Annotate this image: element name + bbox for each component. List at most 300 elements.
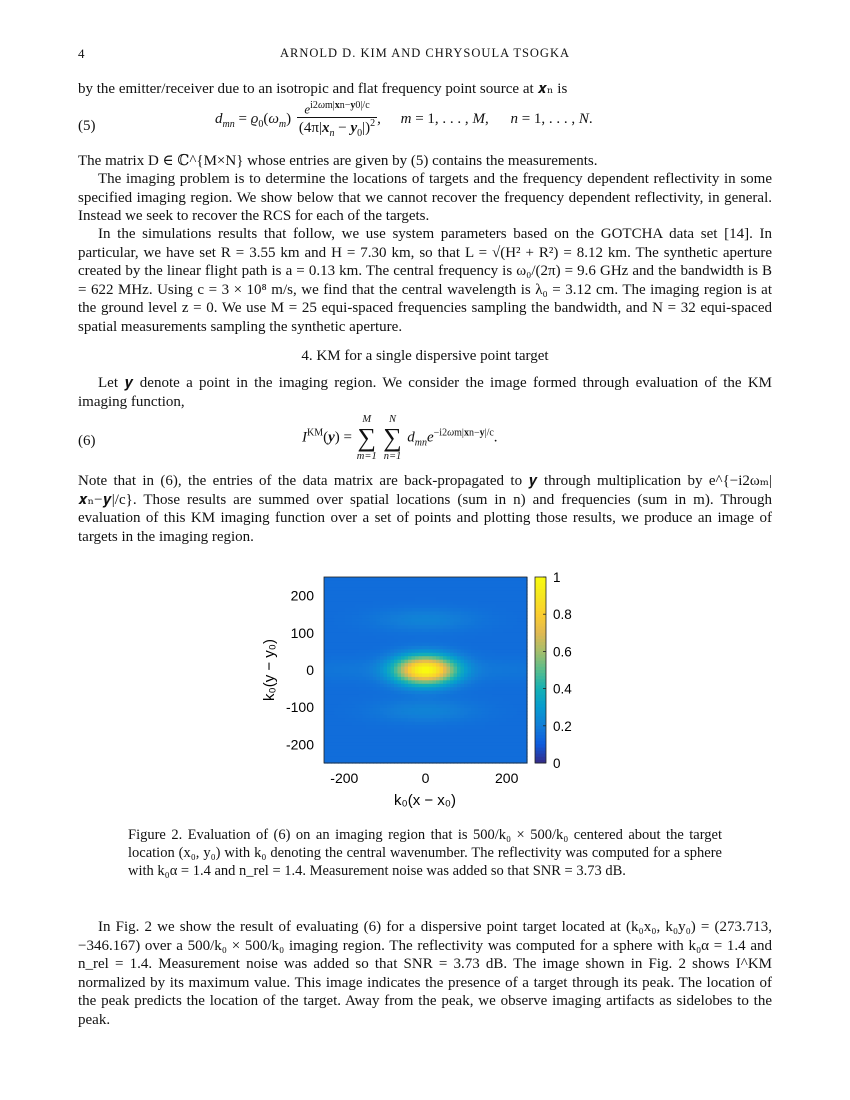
heatmap-cell (443, 756, 447, 760)
heatmap-cell (447, 625, 451, 629)
heatmap-cell (408, 577, 412, 581)
heatmap-cell (433, 673, 437, 677)
heatmap-cell (440, 722, 444, 726)
heatmap-cell (426, 584, 430, 588)
heatmap-cell (366, 694, 370, 698)
heatmap-cell (471, 677, 475, 681)
heatmap-cell (440, 656, 444, 660)
heatmap-cell (468, 677, 472, 681)
heatmap-cell (429, 687, 433, 691)
heatmap-cell (510, 753, 514, 757)
heatmap-cell (342, 580, 346, 584)
heatmap-cell (356, 722, 360, 726)
heatmap-cell (324, 632, 328, 636)
heatmap-cell (471, 646, 475, 650)
heatmap-cell (443, 663, 447, 667)
heatmap-cell (482, 618, 486, 622)
heatmap-cell (335, 605, 339, 609)
heatmap-cell (429, 749, 433, 753)
heatmap-cell (338, 591, 342, 595)
figure-2-heatmap (240, 565, 620, 815)
heatmap-cell (520, 698, 524, 702)
heatmap-cell (398, 615, 402, 619)
heatmap-image (324, 577, 528, 764)
heatmap-cell (510, 756, 514, 760)
heatmap-cell (478, 629, 482, 633)
heatmap-cell (506, 749, 510, 753)
heatmap-cell (359, 725, 363, 729)
colorbar-segment (535, 692, 546, 696)
heatmap-cell (394, 704, 398, 708)
heatmap-cell (394, 701, 398, 705)
heatmap-cell (461, 725, 465, 729)
heatmap-cell (342, 722, 346, 726)
heatmap-cell (373, 660, 377, 664)
heatmap-cell (443, 608, 447, 612)
heatmap-cell (478, 722, 482, 726)
heatmap-cell (475, 670, 479, 674)
heatmap-cell (335, 649, 339, 653)
heatmap-cell (398, 694, 402, 698)
heatmap-cell (478, 725, 482, 729)
heatmap-cell (401, 749, 405, 753)
heatmap-cell (464, 698, 468, 702)
heatmap-cell (345, 698, 349, 702)
heatmap-cell (324, 608, 328, 612)
heatmap-cell (370, 629, 374, 633)
heatmap-cell (496, 584, 500, 588)
heatmap-cell (510, 680, 514, 684)
heatmap-cell (426, 753, 430, 757)
heatmap-cell (331, 698, 335, 702)
heatmap-cell (387, 580, 391, 584)
heatmap-cell (359, 756, 363, 760)
heatmap-cell (366, 670, 370, 674)
heatmap-cell (352, 584, 356, 588)
heatmap-cell (373, 618, 377, 622)
heatmap-cell (405, 701, 409, 705)
heatmap-cell (384, 649, 388, 653)
heatmap-cell (359, 746, 363, 750)
heatmap-cell (461, 636, 465, 640)
heatmap-cell (391, 625, 395, 629)
heatmap-cell (503, 591, 507, 595)
heatmap-cell (513, 753, 517, 757)
heatmap-cell (373, 694, 377, 698)
heatmap-cell (363, 608, 367, 612)
heatmap-cell (422, 660, 426, 664)
heatmap-cell (412, 611, 416, 615)
heatmap-cell (342, 715, 346, 719)
heatmap-cell (447, 601, 451, 605)
heatmap-cell (335, 729, 339, 733)
heatmap-cell (440, 749, 444, 753)
heatmap-cell (387, 618, 391, 622)
heatmap-cell (419, 722, 423, 726)
heatmap-cell (384, 663, 388, 667)
heatmap-cell (485, 580, 489, 584)
heatmap-cell (426, 611, 430, 615)
heatmap-cell (478, 673, 482, 677)
heatmap-cell (426, 732, 430, 736)
heatmap-cell (335, 625, 339, 629)
heatmap-cell (457, 746, 461, 750)
heatmap-cell (412, 656, 416, 660)
heatmap-cell (380, 663, 384, 667)
heatmap-cell (366, 711, 370, 715)
heatmap-cell (478, 749, 482, 753)
heatmap-cell (391, 680, 395, 684)
heatmap-cell (429, 642, 433, 646)
heatmap-cell (415, 711, 419, 715)
heatmap-cell (517, 711, 521, 715)
heatmap-cell (342, 587, 346, 591)
heatmap-cell (496, 594, 500, 598)
heatmap-cell (342, 739, 346, 743)
heatmap-cell (503, 653, 507, 657)
heatmap-cell (356, 677, 360, 681)
heatmap-cell (380, 698, 384, 702)
heatmap-cell (510, 739, 514, 743)
heatmap-cell (405, 680, 409, 684)
heatmap-cell (506, 618, 510, 622)
heatmap-cell (391, 753, 395, 757)
heatmap-cell (419, 615, 423, 619)
heatmap-cell (419, 618, 423, 622)
heatmap-cell (485, 708, 489, 712)
heatmap-cell (415, 756, 419, 760)
heatmap-cell (401, 739, 405, 743)
heatmap-cell (377, 649, 381, 653)
heatmap-cell (401, 718, 405, 722)
heatmap-cell (387, 729, 391, 733)
heatmap-cell (394, 608, 398, 612)
heatmap-cell (436, 732, 440, 736)
heatmap-cell (485, 722, 489, 726)
heatmap-cell (429, 704, 433, 708)
heatmap-cell (349, 598, 353, 602)
heatmap-cell (475, 625, 479, 629)
heatmap-cell (408, 742, 412, 746)
heatmap-cell (331, 670, 335, 674)
heatmap-cell (492, 636, 496, 640)
heatmap-cell (513, 598, 517, 602)
heatmap-cell (363, 639, 367, 643)
heatmap-cell (468, 673, 472, 677)
heatmap-cell (429, 625, 433, 629)
heatmap-cell (471, 725, 475, 729)
heatmap-cell (482, 673, 486, 677)
heatmap-cell (426, 598, 430, 602)
heatmap-cell (457, 611, 461, 615)
heatmap-cell (401, 663, 405, 667)
colorbar-segment (535, 577, 546, 581)
heatmap-cell (461, 756, 465, 760)
heatmap-cell (506, 622, 510, 626)
heatmap-cell (349, 701, 353, 705)
heatmap-cell (506, 642, 510, 646)
heatmap-cell (408, 605, 412, 609)
heatmap-cell (482, 601, 486, 605)
heatmap-cell (475, 601, 479, 605)
colorbar-segment (535, 586, 546, 590)
heatmap-cell (373, 646, 377, 650)
heatmap-cell (517, 691, 521, 695)
heatmap-cell (429, 729, 433, 733)
heatmap-cell (366, 749, 370, 753)
heatmap-cell (377, 656, 381, 660)
heatmap-cell (503, 667, 507, 671)
heatmap-cell (401, 642, 405, 646)
colorbar-segment (535, 729, 546, 733)
paragraph-km-intro-text: Let 𝒚 denote a point in the imaging region. We consider the image formed through evaluation of the KM imaging function, (78, 375, 772, 410)
heatmap-cell (384, 618, 388, 622)
heatmap-cell (324, 598, 328, 602)
heatmap-cell (471, 729, 475, 733)
heatmap-cell (475, 622, 479, 626)
heatmap-cell (356, 691, 360, 695)
heatmap-cell (454, 598, 458, 602)
heatmap-cell (394, 663, 398, 667)
heatmap-cell (408, 698, 412, 702)
colorbar-segment (535, 720, 546, 724)
heatmap-cell (464, 746, 468, 750)
heatmap-cell (454, 725, 458, 729)
heatmap-cell (412, 577, 416, 581)
heatmap-cell (356, 618, 360, 622)
heatmap-cell (482, 608, 486, 612)
heatmap-cell (513, 591, 517, 595)
heatmap-cell (359, 618, 363, 622)
heatmap-cell (440, 704, 444, 708)
heatmap-cell (331, 594, 335, 598)
heatmap-cell (475, 667, 479, 671)
heatmap-cell (426, 667, 430, 671)
heatmap-cell (380, 622, 384, 626)
heatmap-cell (499, 680, 503, 684)
heatmap-cell (398, 732, 402, 736)
heatmap-cell (377, 715, 381, 719)
heatmap-cell (370, 653, 374, 657)
heatmap-cell (520, 677, 524, 681)
heatmap-cell (443, 711, 447, 715)
heatmap-cell (366, 639, 370, 643)
heatmap-cell (412, 605, 416, 609)
heatmap-cell (324, 587, 328, 591)
heatmap-cell (475, 718, 479, 722)
heatmap-cell (447, 711, 451, 715)
heatmap-cell (429, 656, 433, 660)
heatmap-cell (422, 670, 426, 674)
heatmap-cell (366, 753, 370, 757)
heatmap-cell (468, 684, 472, 688)
heatmap-cell (485, 622, 489, 626)
heatmap-cell (433, 701, 437, 705)
heatmap-cell (412, 594, 416, 598)
heatmap-cell (457, 649, 461, 653)
heatmap-cell (363, 653, 367, 657)
heatmap-cell (412, 718, 416, 722)
heatmap-cell (496, 756, 500, 760)
heatmap-cell (503, 605, 507, 609)
heatmap-cell (394, 660, 398, 664)
heatmap-cell (520, 656, 524, 660)
heatmap-cell (457, 715, 461, 719)
heatmap-cell (419, 611, 423, 615)
paragraph-matrix (78, 152, 772, 171)
heatmap-cell (485, 667, 489, 671)
heatmap-cell (387, 756, 391, 760)
heatmap-cell (454, 577, 458, 581)
heatmap-cell (338, 715, 342, 719)
heatmap-cell (352, 618, 356, 622)
heatmap-cell (380, 636, 384, 640)
heatmap-cell (338, 739, 342, 743)
heatmap-cell (457, 594, 461, 598)
heatmap-cell (335, 708, 339, 712)
heatmap-cell (380, 722, 384, 726)
heatmap-cell (331, 735, 335, 739)
heatmap-cell (328, 670, 332, 674)
heatmap-cell (464, 587, 468, 591)
heatmap-cell (387, 663, 391, 667)
heatmap-cell (513, 587, 517, 591)
heatmap-cell (338, 629, 342, 633)
heatmap-cell (443, 639, 447, 643)
heatmap-cell (359, 642, 363, 646)
heatmap-cell (377, 691, 381, 695)
heatmap-cell (412, 725, 416, 729)
heatmap-cell (408, 663, 412, 667)
heatmap-cell (363, 632, 367, 636)
heatmap-cell (485, 653, 489, 657)
heatmap-cell (485, 680, 489, 684)
heatmap-cell (356, 732, 360, 736)
heatmap-cell (331, 694, 335, 698)
heatmap-cell (335, 735, 339, 739)
heatmap-cell (475, 694, 479, 698)
heatmap-cell (342, 656, 346, 660)
heatmap-cell (443, 746, 447, 750)
heatmap-cell (387, 615, 391, 619)
heatmap-cell (419, 739, 423, 743)
heatmap-cell (496, 629, 500, 633)
heatmap-cell (426, 629, 430, 633)
heatmap-cell (356, 749, 360, 753)
heatmap-cell (468, 642, 472, 646)
heatmap-cell (429, 660, 433, 664)
heatmap-cell (426, 680, 430, 684)
heatmap-cell (503, 608, 507, 612)
heatmap-cell (426, 715, 430, 719)
heatmap-cell (443, 618, 447, 622)
heatmap-cell (471, 739, 475, 743)
heatmap-cell (419, 660, 423, 664)
heatmap-cell (349, 718, 353, 722)
heatmap-cell (359, 749, 363, 753)
heatmap-cell (370, 577, 374, 581)
heatmap-cell (349, 611, 353, 615)
heatmap-cell (464, 625, 468, 629)
heatmap-cell (433, 680, 437, 684)
heatmap-cell (485, 718, 489, 722)
heatmap-cell (349, 580, 353, 584)
heatmap-cell (419, 663, 423, 667)
heatmap-cell (447, 667, 451, 671)
heatmap-cell (366, 680, 370, 684)
heatmap-cell (478, 642, 482, 646)
heatmap-cell (342, 694, 346, 698)
heatmap-cell (464, 701, 468, 705)
heatmap-cell (457, 577, 461, 581)
heatmap-cell (380, 694, 384, 698)
heatmap-cell (454, 660, 458, 664)
heatmap-cell (345, 708, 349, 712)
heatmap-cell (506, 611, 510, 615)
heatmap-cell (384, 605, 388, 609)
heatmap-cell (478, 704, 482, 708)
heatmap-cell (380, 587, 384, 591)
heatmap-cell (475, 739, 479, 743)
heatmap-cell (475, 704, 479, 708)
heatmap-cell (433, 636, 437, 640)
heatmap-cell (468, 653, 472, 657)
heatmap-cell (419, 580, 423, 584)
heatmap-cell (380, 632, 384, 636)
heatmap-cell (440, 608, 444, 612)
heatmap-cell (391, 608, 395, 612)
heatmap-cell (457, 660, 461, 664)
heatmap-cell (377, 653, 381, 657)
heatmap-cell (492, 698, 496, 702)
heatmap-cell (363, 722, 367, 726)
heatmap-cell (475, 756, 479, 760)
heatmap-cell (422, 735, 426, 739)
heatmap-cell (398, 649, 402, 653)
heatmap-cell (471, 622, 475, 626)
heatmap-cell (489, 625, 493, 629)
heatmap-cell (510, 746, 514, 750)
heatmap-cell (356, 670, 360, 674)
heatmap-cell (503, 735, 507, 739)
heatmap-cell (503, 701, 507, 705)
heatmap-cell (464, 673, 468, 677)
heatmap-cell (363, 742, 367, 746)
heatmap-cell (499, 601, 503, 605)
heatmap-cell (443, 742, 447, 746)
heatmap-cell (489, 684, 493, 688)
heatmap-cell (412, 615, 416, 619)
heatmap-cell (454, 591, 458, 595)
heatmap-cell (401, 639, 405, 643)
heatmap-cell (485, 677, 489, 681)
heatmap-cell (370, 608, 374, 612)
heatmap-cell (373, 711, 377, 715)
heatmap-cell (426, 622, 430, 626)
heatmap-cell (471, 708, 475, 712)
heatmap-cell (401, 746, 405, 750)
paragraph-intro-text: by the emitter/receiver due to an isotropic and flat frequency point source at 𝒙ₙ is (78, 81, 568, 97)
heatmap-cell (475, 722, 479, 726)
heatmap-cell (464, 594, 468, 598)
heatmap-cell (457, 729, 461, 733)
heatmap-cell (492, 756, 496, 760)
heatmap-cell (380, 687, 384, 691)
heatmap-cell (345, 587, 349, 591)
heatmap-cell (328, 611, 332, 615)
heatmap-cell (391, 673, 395, 677)
heatmap-cell (485, 698, 489, 702)
